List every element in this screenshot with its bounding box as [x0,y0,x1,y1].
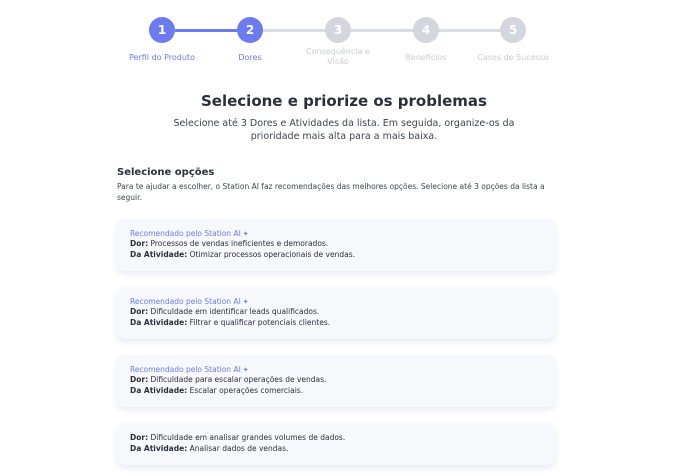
page-title: Selecione e priorize os problemas [201,92,487,110]
atividade-line: Da Atividade: Escalar operações comerciais. [130,386,304,395]
option-card[interactable] [117,355,555,407]
step-connector-4-5 [438,29,501,32]
recommended-tag: Recomendado pelo Station AI ✦ [130,297,249,306]
section-description: Para te ajudar a escolher, o Station AI faz recomendações das melhores opções. Selecione até 3 opções da lista a seguir. [117,182,545,202]
sparkle-icon: ✦ [242,298,249,306]
step-5-circle: 5 [500,17,526,43]
step-4-circle: 4 [413,17,439,43]
atividade-line: Da Atividade: Filtrar e qualificar potenciais clientes. [130,318,331,327]
sparkle-icon: ✦ [242,230,249,238]
step-connector-3-4 [350,29,414,32]
step-4-label: Benefícios [405,53,447,62]
section-title: Selecione opções [117,167,215,178]
dor-line: Dor: Dificuldade em analisar grandes volumes de dados. [130,433,346,442]
dor-line: Dor: Dificuldade para escalar operações de vendas. [130,375,327,384]
step-connector-1-2 [175,29,238,32]
step-1-label[interactable]: Perfil do Produto [129,53,195,62]
progress-stepper [0,0,688,80]
atividade-line: Da Atividade: Otimizar processos operacionais de vendas. [130,250,355,259]
recommended-tag: Recomendado pelo Station AI ✦ [130,365,249,374]
sparkle-icon: ✦ [242,366,249,374]
atividade-line: Da Atividade: Analisar dados de vendas. [130,444,289,453]
step-1-circle[interactable]: 1 [149,17,175,43]
dor-line: Dor: Dificuldade em identificar leads qualificados. [130,307,320,316]
step-3-label: Consequência e Visão [306,47,370,66]
page-subtitle: Selecione até 3 Dores e Atividades da lista. Em seguida, organize-os da prioridade mais alta para a mais baixa. [173,118,515,142]
step-3-circle: 3 [325,17,351,43]
step-connector-2-3 [262,29,326,32]
option-card[interactable] [117,287,555,339]
step-2-label[interactable]: Dores [238,53,262,62]
option-card[interactable] [117,423,555,465]
step-5-label: Casos de Sucesso [477,53,549,62]
step-2-circle[interactable]: 2 [237,17,263,43]
recommended-tag: Recomendado pelo Station AI ✦ [130,229,249,238]
dor-line: Dor: Processos de vendas ineficientes e demorados. [130,239,329,248]
option-card[interactable] [117,219,555,271]
